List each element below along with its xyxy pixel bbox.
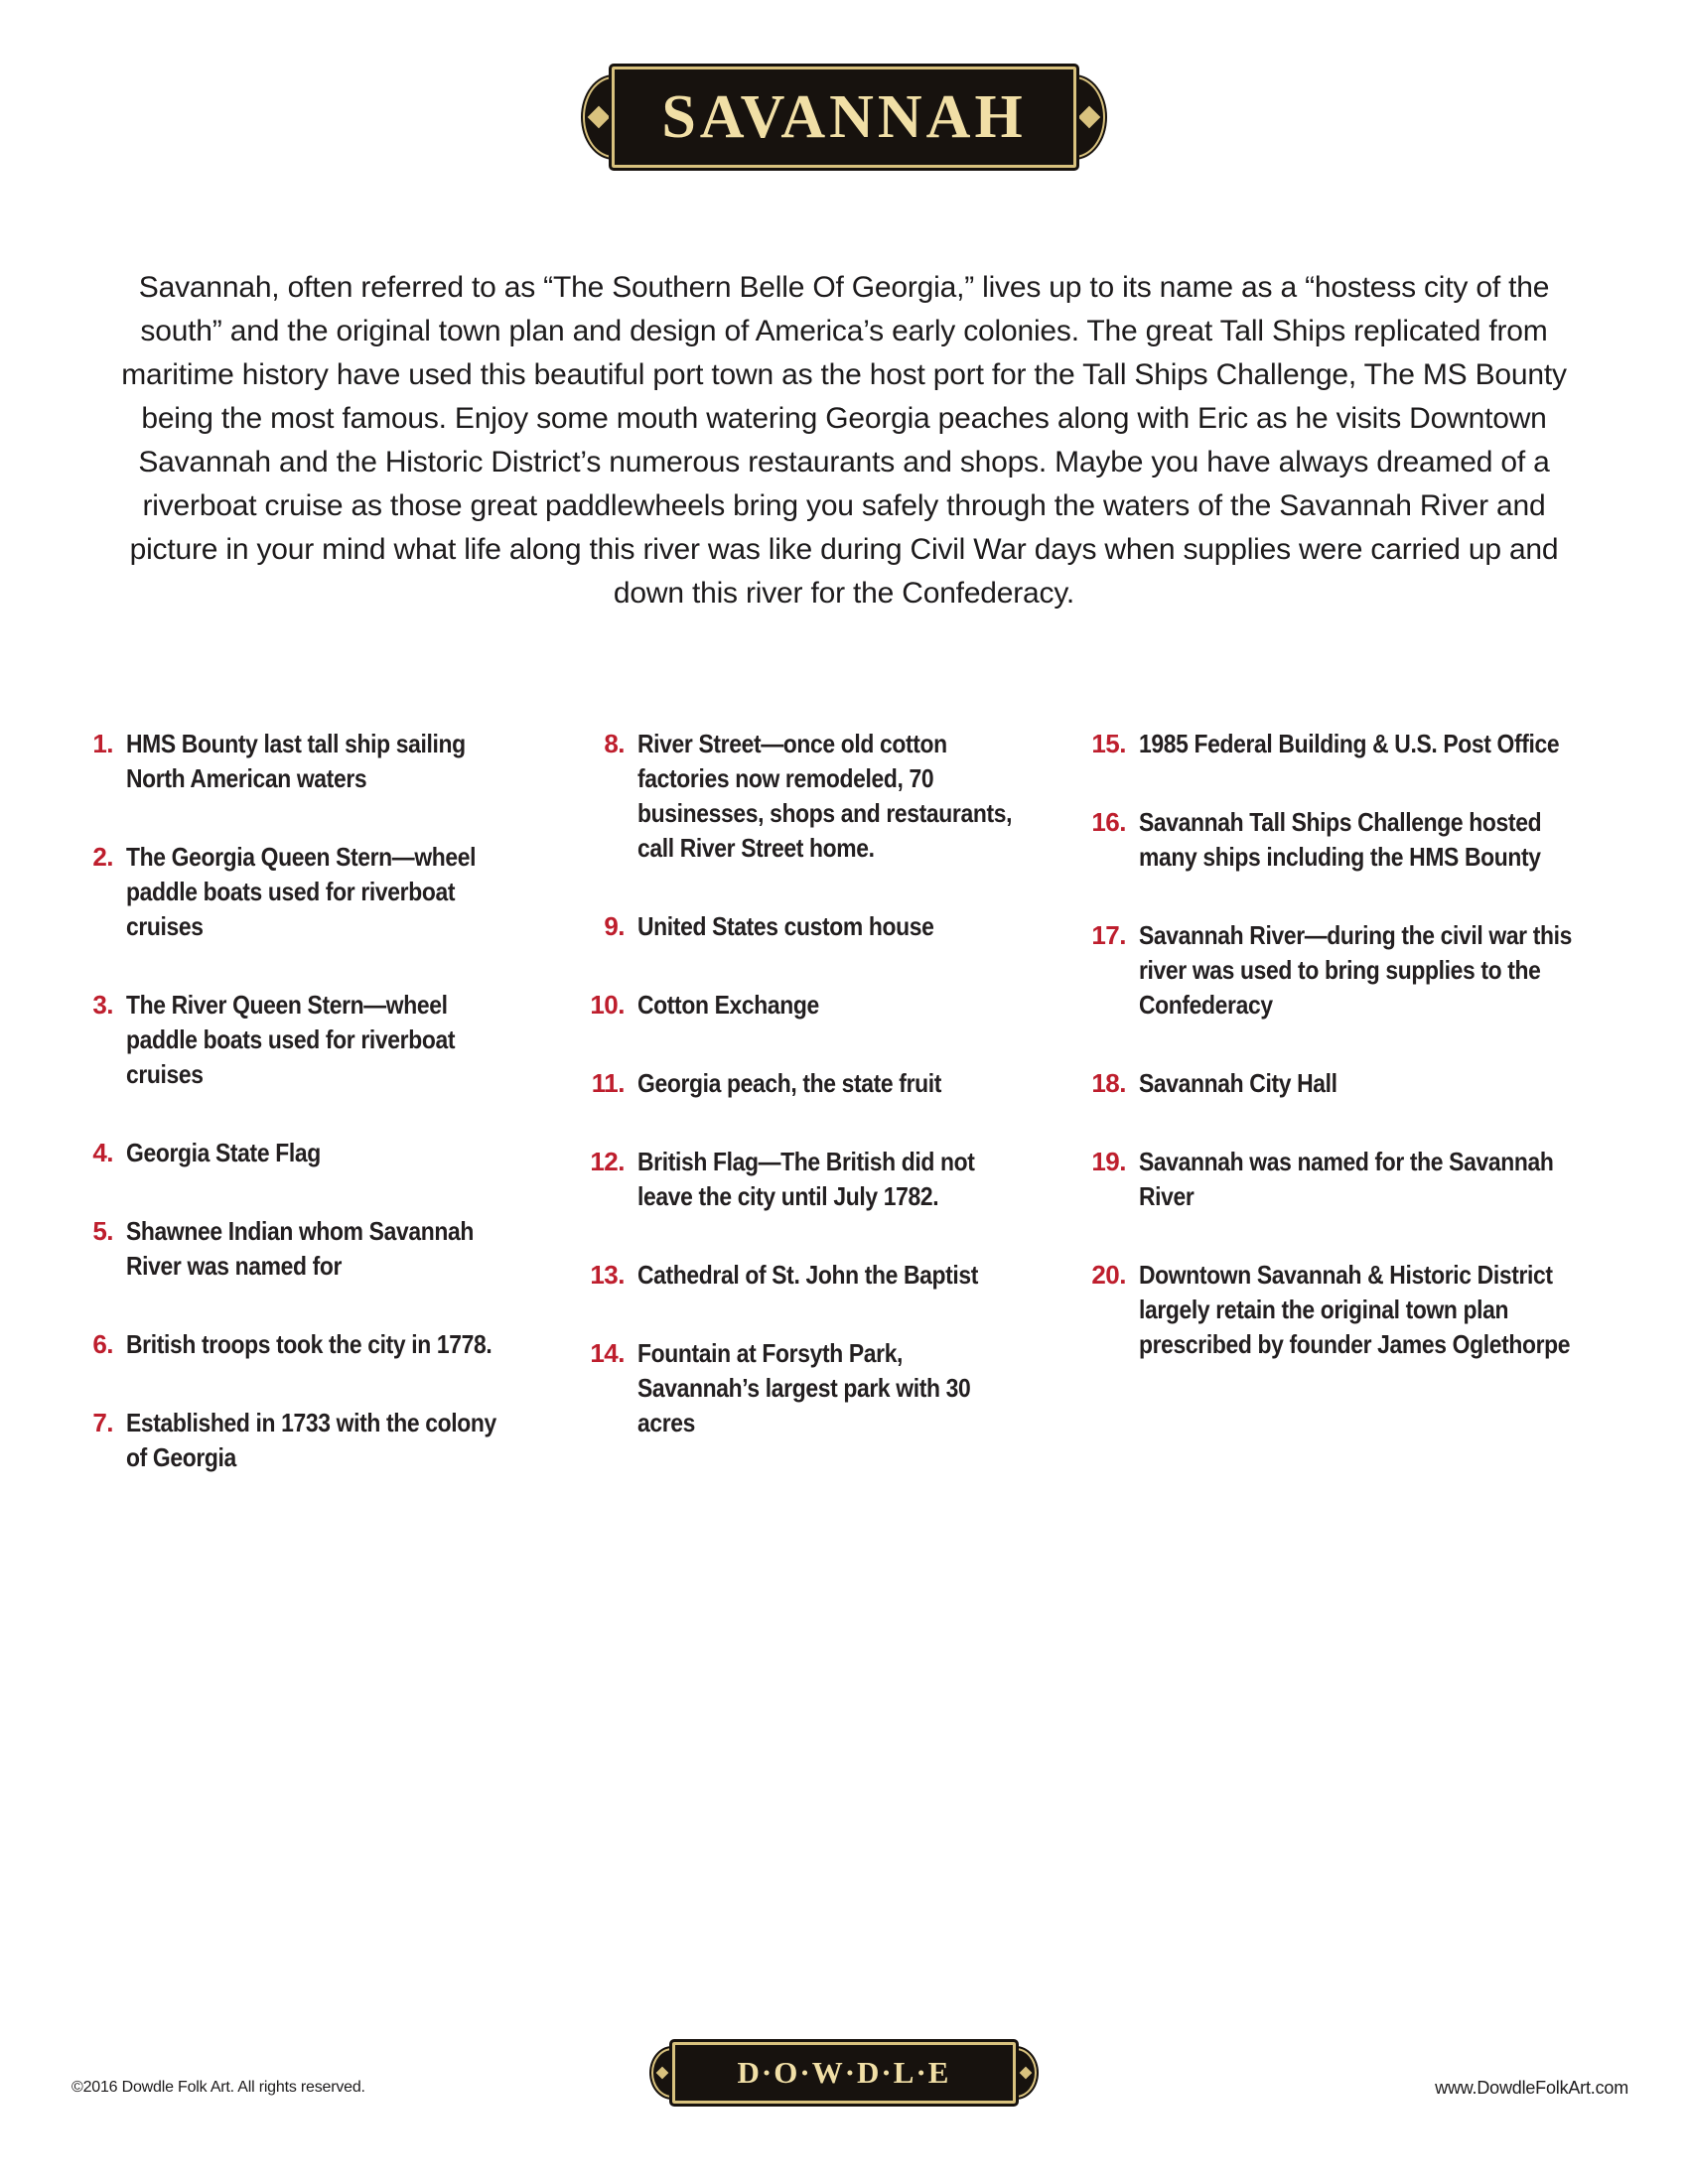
diamond-icon — [656, 2067, 669, 2080]
list-item — [581, 1336, 1082, 1440]
legend-column-3 — [1082, 727, 1648, 1519]
item-text: Savannah Tall Ships Challenge hosted many ships including the HMS Bounty — [1139, 807, 1542, 872]
item-number: 8. — [604, 729, 625, 758]
list-item — [1082, 805, 1648, 875]
item-number: 5. — [92, 1216, 113, 1246]
list-item — [70, 1136, 581, 1170]
item-number: 7. — [92, 1408, 113, 1437]
item-text: Shawnee Indian whom Savannah River was named for — [126, 1216, 474, 1281]
item-number: 2. — [92, 842, 113, 872]
item-text: The River Queen Stern—wheel paddle boats used for riverboat cruises — [126, 990, 456, 1089]
item-text: Downtown Savannah & Historic District largely retain the original town plan prescribed by founder James Oglethorpe — [1139, 1260, 1571, 1359]
item-text: HMS Bounty last tall ship sailing North American waters — [126, 729, 466, 793]
item-text: Savannah City Hall — [1139, 1068, 1337, 1098]
plaque-bar — [609, 64, 1079, 171]
item-text: Savannah was named for the Savannah River — [1139, 1147, 1554, 1211]
item-text: River Street—once old cotton factories now remodeled, 70 businesses, shops and restaurants, call River Street home. — [637, 729, 1013, 863]
dowdle-plaque — [669, 2039, 1019, 2107]
item-number: 3. — [92, 990, 113, 1020]
diamond-icon — [588, 106, 611, 129]
item-number: 18. — [1091, 1068, 1126, 1098]
item-number: 19. — [1091, 1147, 1126, 1176]
plaque-bar — [669, 2039, 1019, 2107]
savannah-title-plaque — [609, 64, 1079, 171]
item-number: 14. — [590, 1338, 625, 1368]
item-text: Savannah River—during the civil war this river was used to bring supplies to the Confederacy — [1139, 920, 1573, 1020]
item-text: Georgia State Flag — [126, 1138, 321, 1167]
item-number: 15. — [1091, 729, 1126, 758]
diamond-icon — [1078, 106, 1101, 129]
item-number: 20. — [1091, 1260, 1126, 1290]
item-number: 11. — [591, 1068, 625, 1098]
item-number: 10. — [590, 990, 625, 1020]
list-item — [1082, 727, 1648, 761]
copyright-text: ©2016 Dowdle Folk Art. All rights reserved. — [71, 2079, 365, 2096]
item-text: 1985 Federal Building & U.S. Post Office — [1139, 729, 1560, 758]
legend-column-1 — [70, 727, 581, 1519]
item-text: British Flag—The British did not leave the city until July 1782. — [637, 1147, 975, 1211]
diamond-icon — [1020, 2067, 1033, 2080]
website-text: www.DowdleFolkArt.com — [1435, 2078, 1628, 2098]
list-item — [1082, 918, 1648, 1023]
list-item — [581, 909, 1082, 944]
list-item — [1082, 1145, 1648, 1214]
legend-list — [70, 727, 1648, 1519]
page-header — [0, 0, 1688, 171]
list-item — [70, 1214, 581, 1284]
item-number: 6. — [92, 1329, 113, 1359]
list-item — [581, 988, 1082, 1023]
item-number: 13. — [590, 1260, 625, 1290]
list-item — [70, 840, 581, 944]
list-item — [581, 1066, 1082, 1101]
item-text: United States custom house — [637, 911, 934, 941]
list-item — [70, 1406, 581, 1475]
item-number: 1. — [92, 729, 113, 758]
item-number: 4. — [92, 1138, 113, 1167]
item-number: 12. — [590, 1147, 625, 1176]
item-text: Fountain at Forsyth Park, Savannah’s largest park with 30 acres — [637, 1338, 971, 1437]
list-item — [581, 727, 1082, 866]
page-title: SAVANNAH — [661, 82, 1027, 151]
intro-paragraph: Savannah, often referred to as “The Southern Belle Of Georgia,” lives up to its name as a “hostess city of the south” and the original town plan and design of America’s early colonies. The great Tall Ships replicated from maritime history have used this beautiful port town as the host port for the Tall Ships Challenge, The MS Bounty being the most famous. Enjoy some mouth watering Georgia peaches along with Eric as he visits Downtown Savannah and the Historic District’s numerous restaurants and shops. Maybe you have always dreamed of a riverboat cruise as those great paddlewheels bring you safely through the waters of the Savannah River and picture in your mind what life along this river was like during Civil War days when supplies were carried up and down this river for the Confederacy. — [121, 271, 1567, 610]
item-text: Georgia peach, the state fruit — [637, 1068, 942, 1098]
list-item — [1082, 1066, 1648, 1101]
list-item — [581, 1145, 1082, 1214]
item-text: The Georgia Queen Stern—wheel paddle boats used for riverboat cruises — [126, 842, 477, 941]
dowdle-footer-logo — [669, 2039, 1019, 2107]
item-number: 9. — [604, 911, 625, 941]
list-item — [70, 988, 581, 1092]
item-number: 16. — [1091, 807, 1126, 837]
item-text: British troops took the city in 1778. — [126, 1329, 492, 1359]
legend-column-2 — [581, 727, 1082, 1519]
item-text: Cathedral of St. John the Baptist — [637, 1260, 979, 1290]
list-item — [70, 727, 581, 796]
list-item — [1082, 1258, 1648, 1362]
list-item — [70, 1327, 581, 1362]
list-item — [581, 1258, 1082, 1293]
item-number: 17. — [1091, 920, 1126, 950]
item-text: Cotton Exchange — [637, 990, 819, 1020]
dowdle-logo-text: D·O·W·D·L·E — [737, 2055, 951, 2090]
item-text: Established in 1733 with the colony of Georgia — [126, 1408, 496, 1472]
